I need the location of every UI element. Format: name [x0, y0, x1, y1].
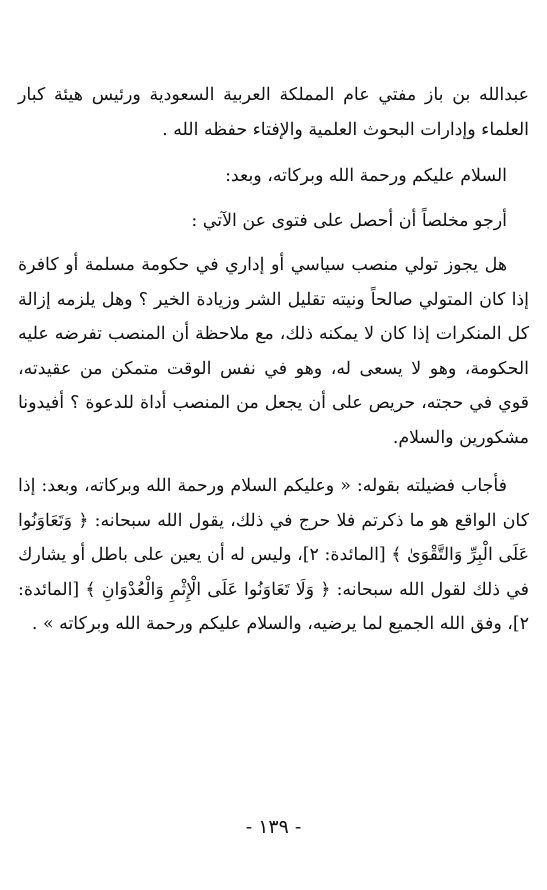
document-body — [18, 78, 529, 642]
page-number: - ١٣٩ - — [245, 816, 302, 838]
question-paragraph: هل يجوز تولي منصب سياسي أو إداري في حكومة مسلمة أو كافرة إذا كان المتولي صالحاً ونيته تقليل الشر وزيادة الخير ؟ وهل يلزمه إزالة كل المنكرات إذا كان لا يمكنه ذلك، مع ملاحظة أن المنصب تفرضه عليه الحكومة، وهو لا يسعى له، وهو في نفس الوقت متمكن من عقيدته، قوي في حجته، حريص على أن يجعل من المنصب أداة للدعوة ؟ أفيدونا مشكورين والسلام. — [18, 255, 529, 448]
intro-paragraph: عبدالله بن باز مفتي عام المملكة العربية السعودية ورئيس هيئة كبار العلماء وإدارات البحوث العلمية والإفتاء حفظه الله . — [18, 85, 529, 140]
answer-paragraph: فأجاب فضيلته بقوله: « وعليكم السلام ورحمة الله وبركاته، وبعد: إذا كان الواقع هو ما ذكرتم فلا حرج في ذلك، يقول الله سبحانه: ﴿ وَتَعَاوَنُوا عَلَى الْبِرِّ وَالتَّقْوَىٰ ﴾ [المائدة: ٢]، وليس له أن يعين على باطل أو يشارك في ذلك لقول الله سبحانه: ﴿ وَلَا تَعَاوَنُوا عَلَى الْإِثْمِ وَالْعُدْوَانِ ﴾ [المائدة: ٢]، وفق الله الجميع لما يرضيه، والسلام عليكم ورحمة الله وبركاته » . — [18, 476, 529, 634]
request-paragraph: أرجو مخلصاً أن أحصل على فتوى عن الآتي : — [191, 210, 507, 231]
greeting-paragraph: السلام عليكم ورحمة الله وبركاته، وبعد: — [225, 166, 507, 186]
